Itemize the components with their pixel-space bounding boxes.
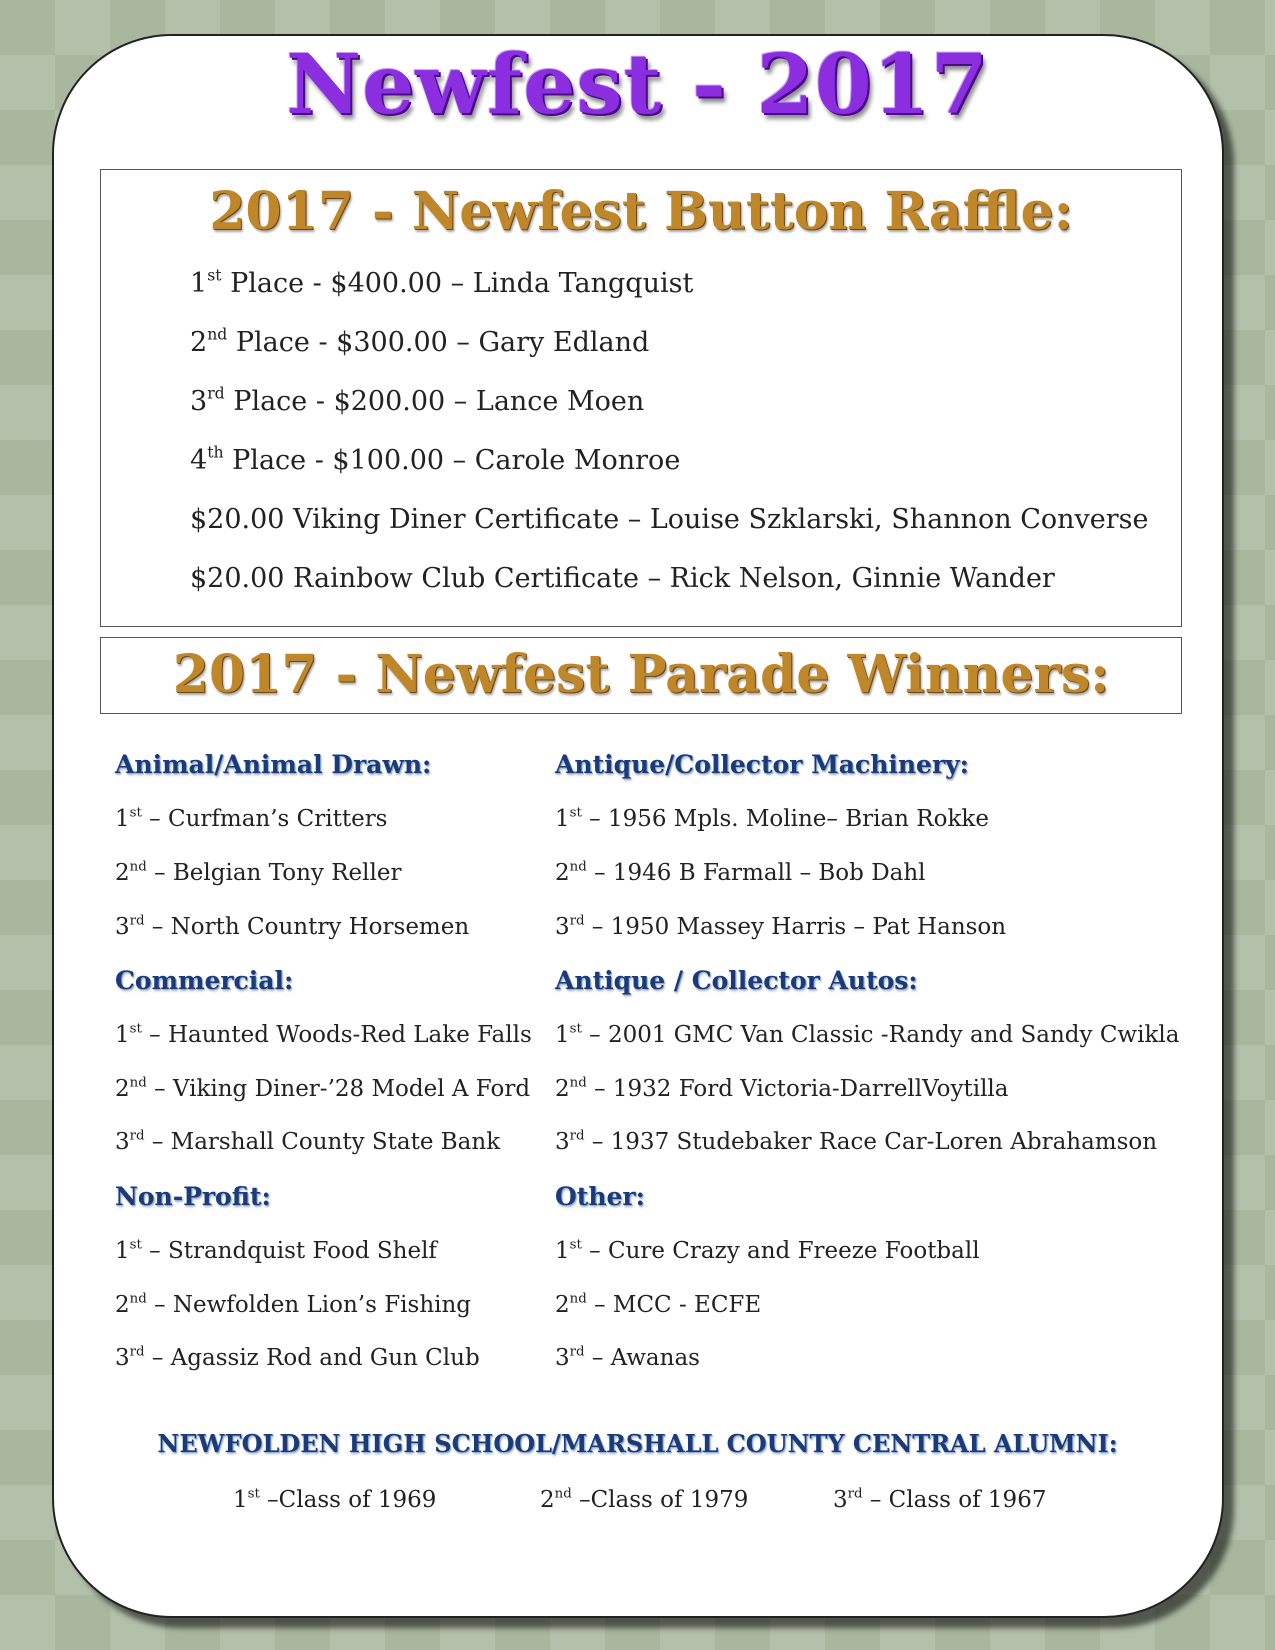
category-entry: 3rd – North Country Horsemen — [115, 913, 470, 940]
category-entry: 1st – Curfman’s Critters — [115, 805, 388, 832]
raffle-item: 3rd Place - $200.00 – Lance Moen — [190, 383, 645, 417]
category-heading: Animal/Animal Drawn: — [115, 750, 432, 779]
category-entry: 2nd – Belgian Tony Reller — [115, 859, 402, 886]
category-entry: 2nd – 1946 B Farmall – Bob Dahl — [555, 859, 926, 886]
category-entry: 3rd – 1937 Studebaker Race Car-Loren Abrahamson — [555, 1128, 1158, 1155]
parade-box — [100, 637, 1182, 714]
parade-heading: 2017 - Newfest Parade Winners: — [172, 644, 1110, 705]
category-heading: Antique/Collector Machinery: — [555, 750, 969, 779]
raffle-item: $20.00 Rainbow Club Certificate – Rick Nelson, Ginnie Wander — [190, 563, 1055, 594]
category-entry: 1st – Haunted Woods-Red Lake Falls — [115, 1021, 532, 1048]
category-entry: 2nd – MCC - ECFE — [555, 1291, 762, 1318]
category-entry: 2nd – 1932 Ford Victoria-DarrellVoytilla — [555, 1075, 1009, 1102]
category-heading: Non-Profit: — [115, 1182, 271, 1211]
alumni-entry: 3rd – Class of 1967 — [833, 1486, 1047, 1513]
category-entry: 3rd – 1950 Massey Harris – Pat Hanson — [555, 913, 1007, 940]
category-entry: 3rd – Awanas — [555, 1344, 700, 1371]
category-entry: 3rd – Marshall County State Bank — [115, 1128, 501, 1155]
category-heading: Antique / Collector Autos: — [555, 966, 918, 995]
category-entry: 2nd – Viking Diner-’28 Model A Ford — [115, 1075, 531, 1102]
category-entry: 1st – Cure Crazy and Freeze Football — [555, 1237, 980, 1264]
category-entry: 1st – 2001 GMC Van Classic -Randy and Sandy Cwikla — [555, 1021, 1180, 1048]
raffle-heading: 2017 - Newfest Button Raffle: — [209, 181, 1073, 242]
raffle-item: $20.00 Viking Diner Certificate – Louise Szklarski, Shannon Converse — [190, 504, 1149, 535]
raffle-item: 2nd Place - $300.00 – Gary Edland — [190, 324, 650, 358]
category-entry: 2nd – Newfolden Lion’s Fishing — [115, 1291, 472, 1318]
category-heading: Other: — [555, 1182, 645, 1211]
page-title: Newfest - 2017 — [286, 37, 989, 133]
raffle-item: 4th Place - $100.00 – Carole Monroe — [190, 442, 681, 476]
category-entry: 3rd – Agassiz Rod and Gun Club — [115, 1344, 480, 1371]
category-heading: Commercial: — [115, 966, 294, 995]
raffle-item: 1st Place - $400.00 – Linda Tangquist — [190, 265, 694, 299]
alumni-entry: 2nd –Class of 1979 — [540, 1486, 749, 1513]
alumni-heading: NEWFOLDEN HIGH SCHOOL/MARSHALL COUNTY CENTRAL ALUMNI: — [157, 1429, 1118, 1458]
category-entry: 1st – 1956 Mpls. Moline– Brian Rokke — [555, 805, 989, 832]
category-entry: 1st – Strandquist Food Shelf — [115, 1237, 437, 1264]
alumni-entry: 1st –Class of 1969 — [233, 1486, 437, 1513]
